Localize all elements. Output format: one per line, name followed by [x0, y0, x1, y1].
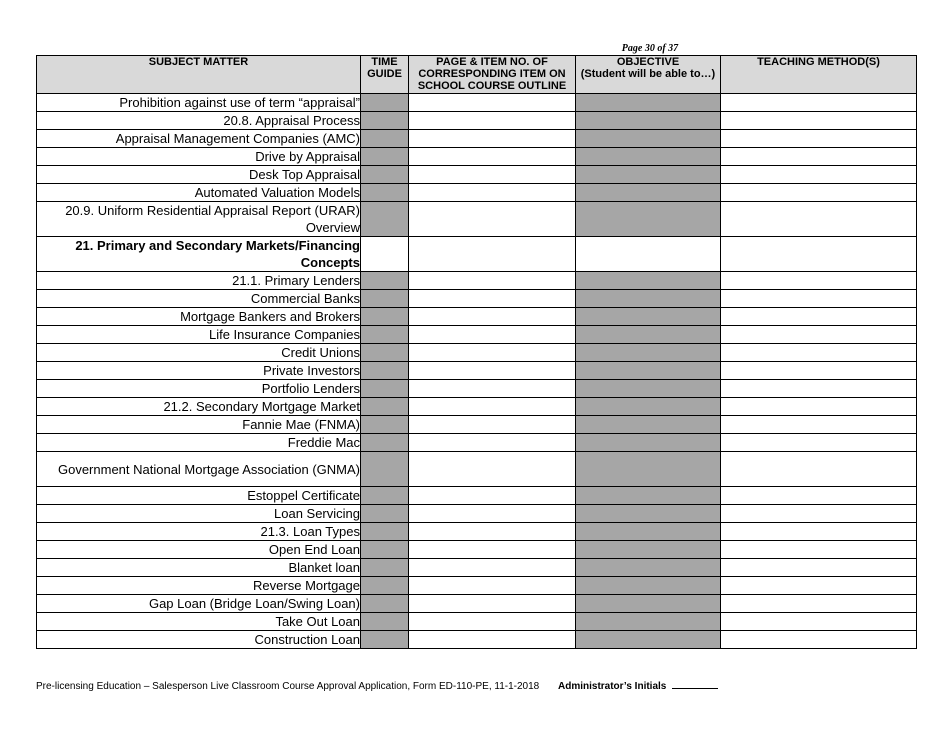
- objective-cell: [576, 613, 721, 631]
- objective-cell: [576, 505, 721, 523]
- objective-cell: [576, 308, 721, 326]
- subject-matter-cell: Freddie Mac: [37, 434, 361, 452]
- footer: [36, 679, 718, 692]
- page-number: Page 30 of 37: [621, 43, 679, 54]
- table-row: [37, 452, 917, 487]
- objective-cell: [576, 362, 721, 380]
- page-item-cell[interactable]: [409, 380, 576, 398]
- table-row: [37, 94, 917, 112]
- objective-cell: [576, 344, 721, 362]
- table-row: [37, 595, 917, 613]
- time-guide-cell: [361, 487, 409, 505]
- page-item-cell[interactable]: [409, 344, 576, 362]
- table-row: [37, 505, 917, 523]
- objective-cell: [576, 130, 721, 148]
- time-guide-cell: [361, 94, 409, 112]
- table-row: [37, 541, 917, 559]
- subject-matter-cell: Life Insurance Companies: [37, 326, 361, 344]
- subject-matter-cell: Reverse Mortgage: [37, 577, 361, 595]
- objective-cell: [576, 184, 721, 202]
- time-guide-cell: [361, 559, 409, 577]
- administrator-initials-label: Administrator’s Initials: [558, 681, 667, 692]
- teaching-method-cell[interactable]: [721, 416, 917, 434]
- subject-matter-cell: Prohibition against use of term “appraisal”: [37, 94, 361, 112]
- header-time-guide: TIME GUIDE: [361, 56, 409, 94]
- subject-matter-cell: Private Investors: [37, 362, 361, 380]
- table-row: [37, 577, 917, 595]
- table-row: [37, 112, 917, 130]
- objective-cell: [576, 434, 721, 452]
- teaching-method-cell[interactable]: [721, 434, 917, 452]
- page-item-cell[interactable]: [409, 541, 576, 559]
- teaching-method-cell[interactable]: [721, 308, 917, 326]
- page-item-cell[interactable]: [409, 487, 576, 505]
- time-guide-cell: [361, 344, 409, 362]
- objective-cell: [576, 112, 721, 130]
- teaching-method-cell[interactable]: [721, 202, 917, 237]
- time-guide-cell: [361, 398, 409, 416]
- objective-cell: [576, 290, 721, 308]
- teaching-method-cell[interactable]: [721, 398, 917, 416]
- time-guide-cell: [361, 166, 409, 184]
- teaching-method-cell[interactable]: [721, 613, 917, 631]
- table-row: [37, 290, 917, 308]
- teaching-method-cell[interactable]: [721, 631, 917, 649]
- table-row: [37, 130, 917, 148]
- page-item-cell[interactable]: [409, 237, 576, 272]
- subject-matter-cell: Desk Top Appraisal: [37, 166, 361, 184]
- teaching-method-cell[interactable]: [721, 290, 917, 308]
- page-item-cell[interactable]: [409, 434, 576, 452]
- subject-matter-cell: 21.2. Secondary Mortgage Market: [37, 398, 361, 416]
- table-row: [37, 237, 917, 272]
- header-teaching-methods: TEACHING METHOD(S): [721, 56, 917, 94]
- time-guide-cell: [361, 202, 409, 237]
- header-page-item: PAGE & ITEM NO. OF CORRESPONDING ITEM ON SCHOOL COURSE OUTLINE: [409, 56, 576, 94]
- page-item-cell[interactable]: [409, 559, 576, 577]
- table-row: [37, 272, 917, 290]
- page-item-cell[interactable]: [409, 272, 576, 290]
- teaching-method-cell[interactable]: [721, 184, 917, 202]
- page-item-cell[interactable]: [409, 202, 576, 237]
- time-guide-cell: [361, 613, 409, 631]
- objective-cell: [576, 523, 721, 541]
- time-guide-cell: [361, 362, 409, 380]
- table-row: [37, 487, 917, 505]
- table-body: [37, 94, 917, 649]
- teaching-method-cell[interactable]: [721, 523, 917, 541]
- page-item-cell[interactable]: [409, 631, 576, 649]
- time-guide-cell: [361, 112, 409, 130]
- time-guide-cell: [361, 308, 409, 326]
- page-item-cell[interactable]: [409, 130, 576, 148]
- table-row: [37, 362, 917, 380]
- table-row: [37, 326, 917, 344]
- teaching-method-cell[interactable]: [721, 505, 917, 523]
- objective-cell: [576, 541, 721, 559]
- teaching-method-cell[interactable]: [721, 380, 917, 398]
- page-item-cell[interactable]: [409, 94, 576, 112]
- teaching-method-cell[interactable]: [721, 541, 917, 559]
- subject-matter-cell: Appraisal Management Companies (AMC): [37, 130, 361, 148]
- time-guide-cell: [361, 130, 409, 148]
- time-guide-cell: [361, 380, 409, 398]
- course-outline-table: [36, 55, 917, 649]
- subject-matter-cell: 20.9. Uniform Residential Appraisal Report (URAR) Overview: [37, 202, 361, 237]
- objective-cell: [576, 416, 721, 434]
- time-guide-cell: [361, 434, 409, 452]
- page-item-cell[interactable]: [409, 290, 576, 308]
- teaching-method-cell[interactable]: [721, 130, 917, 148]
- table-row: [37, 344, 917, 362]
- time-guide-cell: [361, 326, 409, 344]
- page-item-cell[interactable]: [409, 184, 576, 202]
- header-objective-title: OBJECTIVE: [616, 56, 680, 68]
- time-guide-cell: [361, 631, 409, 649]
- teaching-method-cell[interactable]: [721, 166, 917, 184]
- objective-cell: [576, 398, 721, 416]
- time-guide-cell: [361, 416, 409, 434]
- teaching-method-cell[interactable]: [721, 237, 917, 272]
- table-row: [37, 613, 917, 631]
- time-guide-cell[interactable]: [361, 237, 409, 272]
- subject-matter-cell: 21. Primary and Secondary Markets/Financing Concepts: [37, 237, 361, 272]
- page-item-cell[interactable]: [409, 613, 576, 631]
- time-guide-cell: [361, 541, 409, 559]
- objective-cell: [576, 559, 721, 577]
- subject-matter-cell: Credit Unions: [37, 344, 361, 362]
- table-row: [37, 148, 917, 166]
- table-row: [37, 380, 917, 398]
- subject-matter-cell: Construction Loan: [37, 631, 361, 649]
- teaching-method-cell[interactable]: [721, 344, 917, 362]
- time-guide-cell: [361, 148, 409, 166]
- teaching-method-cell[interactable]: [721, 326, 917, 344]
- objective-cell: [576, 452, 721, 487]
- table-row: [37, 202, 917, 237]
- time-guide-cell: [361, 505, 409, 523]
- page-item-cell[interactable]: [409, 308, 576, 326]
- table-row: [37, 631, 917, 649]
- table-row: [37, 523, 917, 541]
- objective-cell: [576, 272, 721, 290]
- table-row: [37, 559, 917, 577]
- page-item-cell[interactable]: [409, 523, 576, 541]
- objective-cell: [576, 148, 721, 166]
- header-objective-subtitle: (Student will be able to…): [580, 68, 716, 80]
- subject-matter-cell: Portfolio Lenders: [37, 380, 361, 398]
- subject-matter-cell: Commercial Banks: [37, 290, 361, 308]
- table-row: [37, 416, 917, 434]
- table-row: [37, 434, 917, 452]
- objective-cell: [576, 631, 721, 649]
- page-item-cell[interactable]: [409, 452, 576, 487]
- time-guide-cell: [361, 290, 409, 308]
- teaching-method-cell[interactable]: [721, 272, 917, 290]
- subject-matter-cell: 21.1. Primary Lenders: [37, 272, 361, 290]
- subject-matter-cell: Mortgage Bankers and Brokers: [37, 308, 361, 326]
- objective-cell: [576, 577, 721, 595]
- teaching-method-cell[interactable]: [721, 577, 917, 595]
- subject-matter-cell: Government National Mortgage Association (GNMA): [37, 452, 361, 487]
- subject-matter-cell: 20.8. Appraisal Process: [37, 112, 361, 130]
- page-item-cell[interactable]: [409, 577, 576, 595]
- time-guide-cell: [361, 272, 409, 290]
- time-guide-cell: [361, 452, 409, 487]
- header-subject-matter: SUBJECT MATTER: [37, 56, 361, 94]
- subject-matter-cell: Loan Servicing: [37, 505, 361, 523]
- teaching-method-cell[interactable]: [721, 362, 917, 380]
- objective-cell: [576, 202, 721, 237]
- objective-cell: [576, 326, 721, 344]
- subject-matter-cell: Automated Valuation Models: [37, 184, 361, 202]
- teaching-method-cell[interactable]: [721, 595, 917, 613]
- subject-matter-cell: Fannie Mae (FNMA): [37, 416, 361, 434]
- table-row: [37, 308, 917, 326]
- teaching-method-cell[interactable]: [721, 94, 917, 112]
- teaching-method-cell[interactable]: [721, 559, 917, 577]
- page-item-cell[interactable]: [409, 166, 576, 184]
- objective-cell[interactable]: [576, 237, 721, 272]
- administrator-initials-field[interactable]: [672, 679, 718, 689]
- page-item-cell[interactable]: [409, 362, 576, 380]
- page-item-cell[interactable]: [409, 326, 576, 344]
- subject-matter-cell: Blanket loan: [37, 559, 361, 577]
- objective-cell: [576, 595, 721, 613]
- page-item-cell[interactable]: [409, 416, 576, 434]
- header-objective: [576, 56, 721, 94]
- table-row: [37, 184, 917, 202]
- page-item-cell[interactable]: [409, 112, 576, 130]
- page-item-cell[interactable]: [409, 398, 576, 416]
- footer-form-text: Pre-licensing Education – Salesperson Live Classroom Course Approval Application, Form ED-110-PE, 11-1-2018: [36, 681, 540, 692]
- page-item-cell[interactable]: [409, 505, 576, 523]
- time-guide-cell: [361, 184, 409, 202]
- objective-cell: [576, 166, 721, 184]
- time-guide-cell: [361, 577, 409, 595]
- subject-matter-cell: Open End Loan: [37, 541, 361, 559]
- teaching-method-cell[interactable]: [721, 112, 917, 130]
- subject-matter-cell: Estoppel Certificate: [37, 487, 361, 505]
- table-row: [37, 398, 917, 416]
- page-item-cell[interactable]: [409, 595, 576, 613]
- teaching-method-cell[interactable]: [721, 452, 917, 487]
- time-guide-cell: [361, 595, 409, 613]
- subject-matter-cell: Drive by Appraisal: [37, 148, 361, 166]
- subject-matter-cell: 21.3. Loan Types: [37, 523, 361, 541]
- subject-matter-cell: Gap Loan (Bridge Loan/Swing Loan): [37, 595, 361, 613]
- teaching-method-cell[interactable]: [721, 148, 917, 166]
- objective-cell: [576, 487, 721, 505]
- objective-cell: [576, 380, 721, 398]
- page-item-cell[interactable]: [409, 148, 576, 166]
- teaching-method-cell[interactable]: [721, 487, 917, 505]
- subject-matter-cell: Take Out Loan: [37, 613, 361, 631]
- table-row: [37, 166, 917, 184]
- objective-cell: [576, 94, 721, 112]
- time-guide-cell: [361, 523, 409, 541]
